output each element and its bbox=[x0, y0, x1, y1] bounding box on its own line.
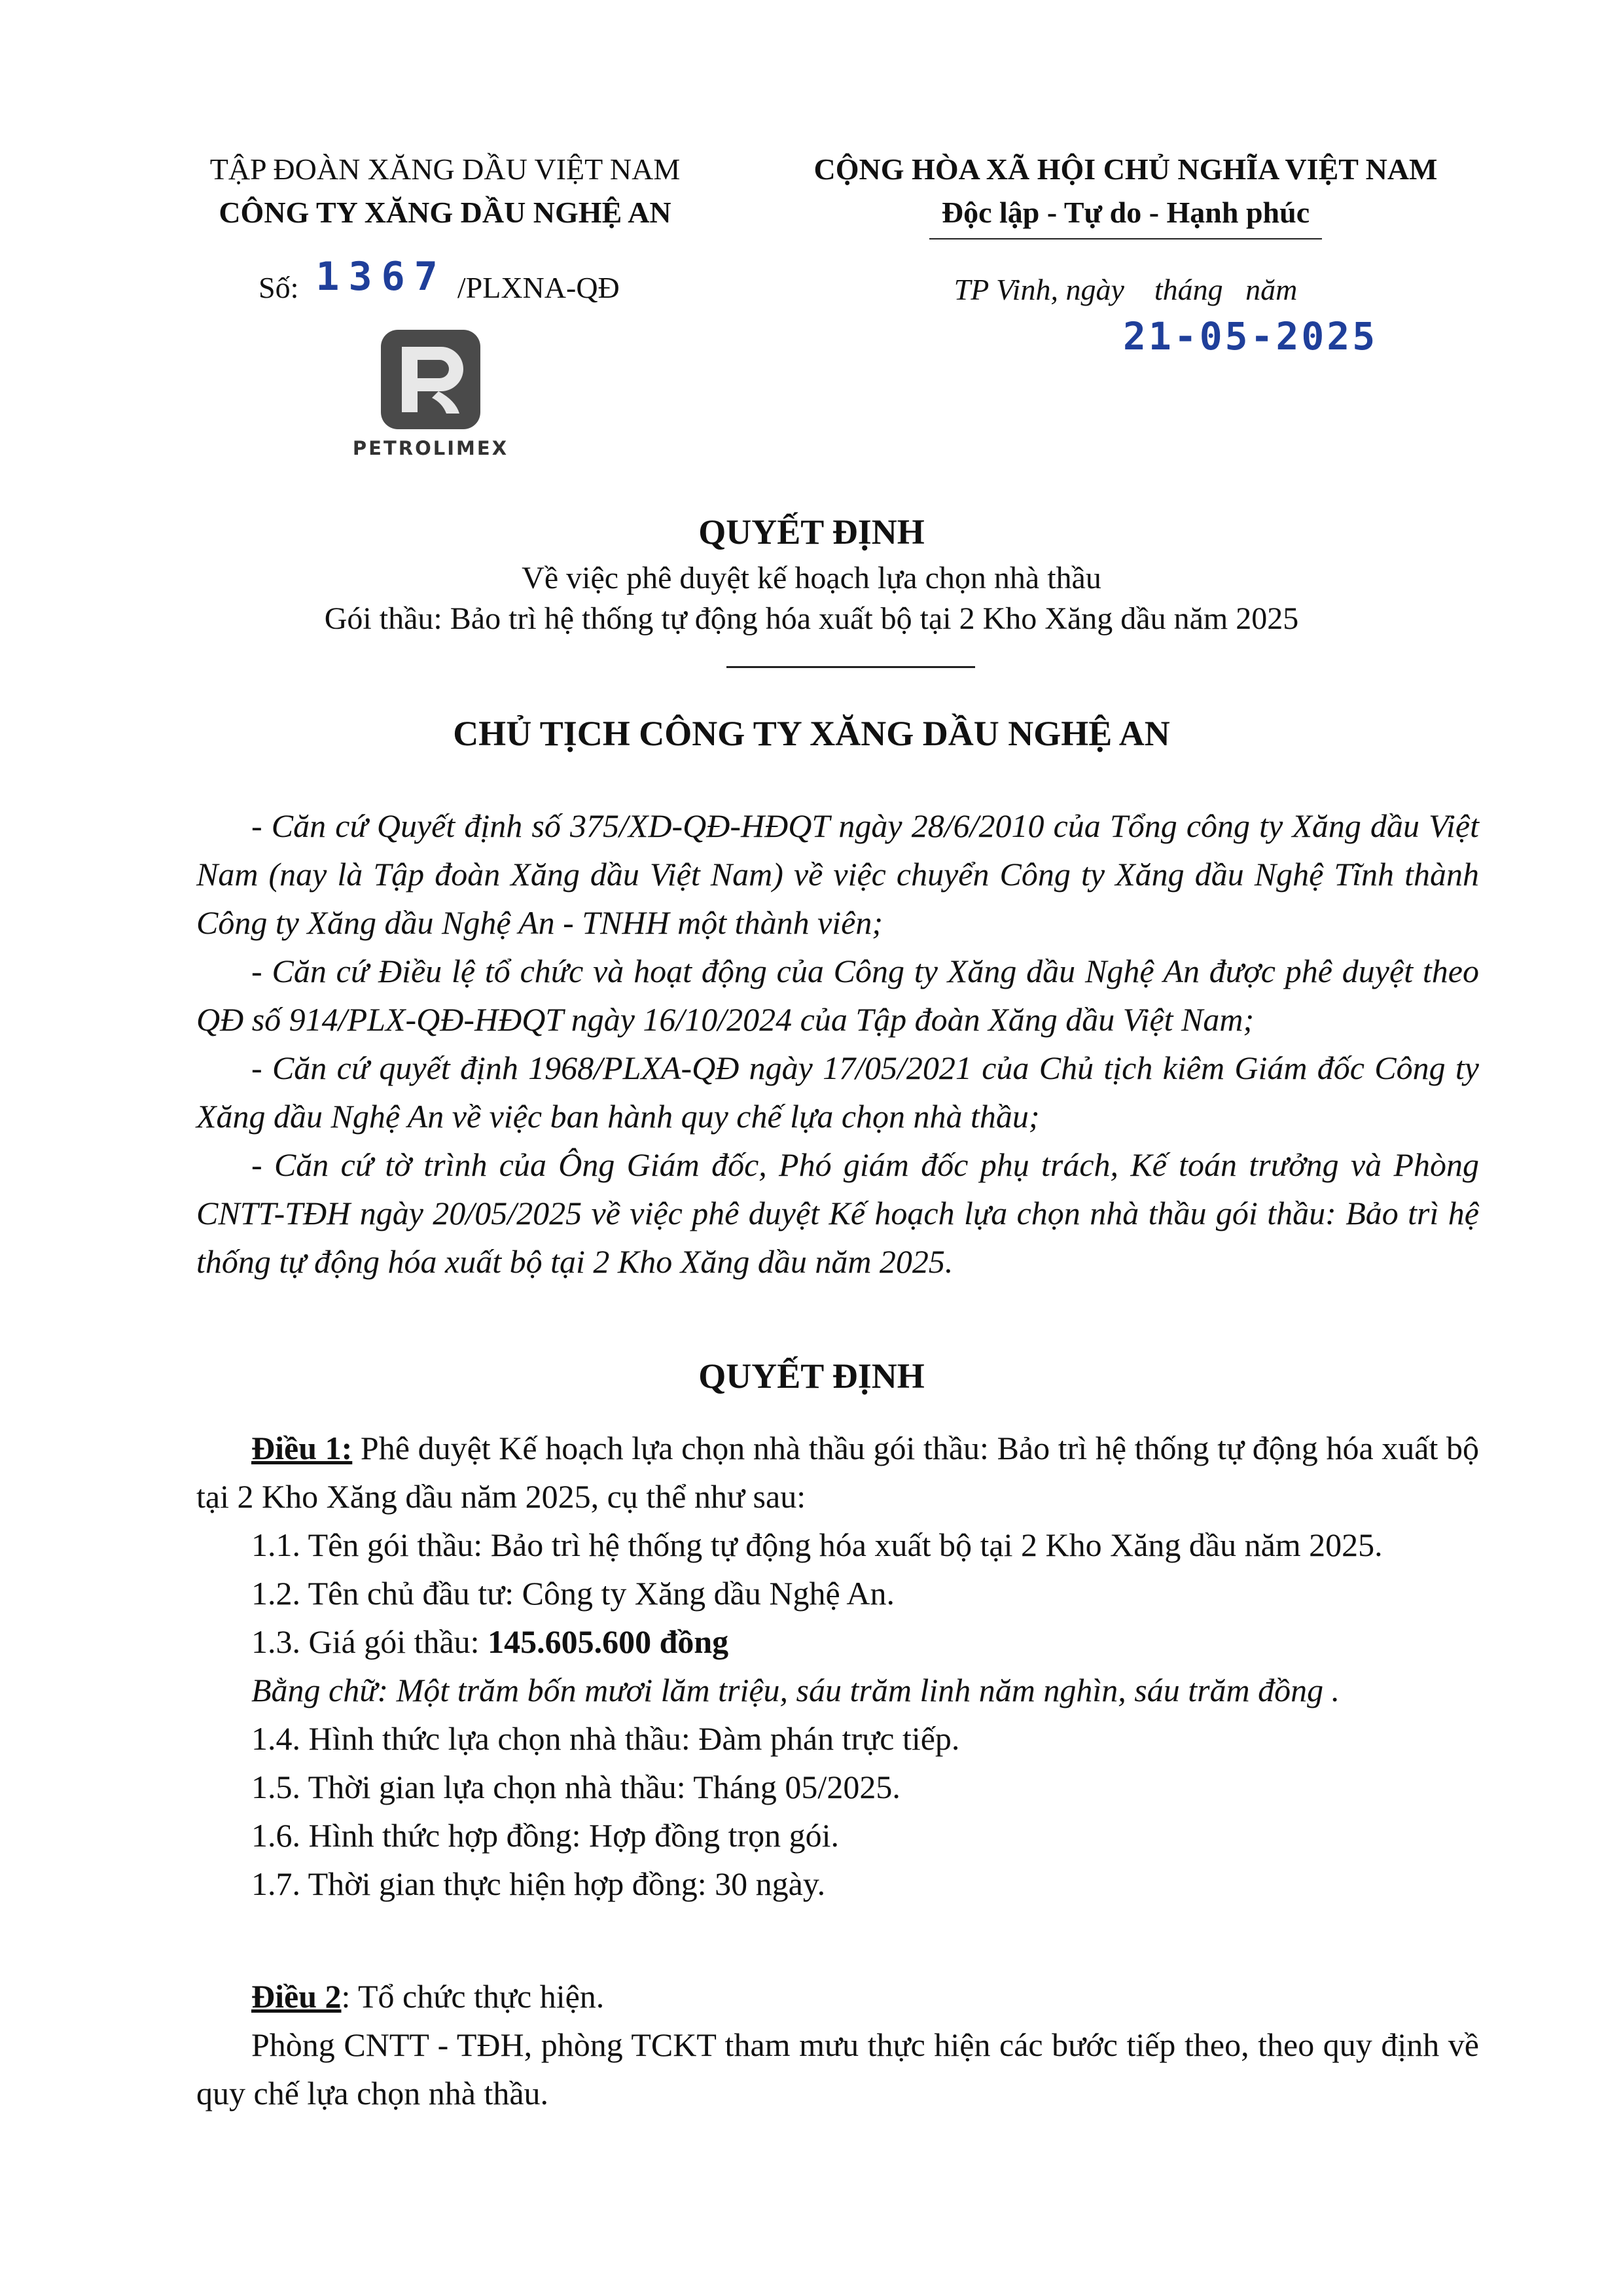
article-1-text: Phê duyệt Kế hoạch lựa chọn nhà thầu gói thầu: Bảo trì hệ thống tự động hóa xuất bộ tại 2 Kho Xăng dầu năm 2025, cụ thể như sau: bbox=[196, 1430, 1479, 1515]
date-stamp: 21-05-2025 bbox=[1123, 314, 1378, 359]
org-parent: TẬP ĐOÀN XĂNG DẦU VIỆT NAM bbox=[209, 152, 681, 186]
title-separator bbox=[726, 666, 975, 668]
article-1-item-5: 1.5. Thời gian lựa chọn nhà thầu: Tháng 05/2025. bbox=[251, 1769, 901, 1805]
subject-line-1: Về việc phê duyệt kế hoạch lựa chọn nhà thầu bbox=[522, 561, 1101, 595]
bid-price-in-words: Bằng chữ: Một trăm bốn mươi lăm triệu, sáu trăm linh năm nghìn, sáu trăm đồng . bbox=[251, 1672, 1340, 1708]
decision-title: QUYẾT ĐỊNH bbox=[698, 512, 925, 552]
article-1-item-6: 1.6. Hình thức hợp đồng: Hợp đồng trọn gói. bbox=[251, 1817, 839, 1854]
petrolimex-logo bbox=[378, 327, 483, 432]
number-stamp: 1367 bbox=[315, 254, 447, 300]
basis-1: - Căn cứ Quyết định số 375/XD-QĐ-HĐQT ngày 28/6/2010 của Tổng công ty Xăng dầu Việt Nam (nay là Tập đoàn Xăng dầu Việt Nam) về việc chuyển Công ty Xăng dầu Nghệ Tĩnh thành Công ty Xăng dầu Nghệ An - TNHH một thành viên; bbox=[196, 807, 1479, 941]
basis-4: - Căn cứ tờ trình của Ông Giám đốc, Phó giám đốc phụ trách, Kế toán trưởng và Phòng CNTT-TĐH ngày 20/05/2025 về việc phê duyệt Kế hoạch lựa chọn nhà thầu gói thầu: Bảo trì hệ thống tự động hóa xuất bộ tại 2 Kho Xăng dầu năm 2025. bbox=[196, 1146, 1479, 1280]
article-2 bbox=[196, 1972, 1479, 2117]
article-1-item-2: 1.2. Tên chủ đầu tư: Công ty Xăng dầu Nghệ An. bbox=[251, 1575, 895, 1612]
logo-text: PETROLIMEX bbox=[352, 437, 509, 459]
petrolimex-logo-icon bbox=[378, 327, 483, 432]
article-2-paragraph: Phòng CNTT - TĐH, phòng TCKT tham mưu thực hiện các bước tiếp theo, theo quy định về quy chế lựa chọn nhà thầu. bbox=[196, 2026, 1479, 2111]
authority-title: CHỦ TỊCH CÔNG TY XĂNG DẦU NGHỆ AN bbox=[453, 714, 1170, 753]
document-number bbox=[259, 254, 620, 314]
subject-line-2: Gói thầu: Bảo trì hệ thống tự động hóa xuất bộ tại 2 Kho Xăng dầu năm 2025 bbox=[324, 601, 1299, 636]
nation-title: CỘNG HÒA XÃ HỘI CHỦ NGHĨA VIỆT NAM bbox=[813, 152, 1438, 186]
article-1-item-7: 1.7. Thời gian thực hiện hợp đồng: 30 ngày. bbox=[251, 1865, 826, 1902]
decision-heading: QUYẾT ĐỊNH bbox=[698, 1356, 925, 1396]
article-1-item-1: 1.1. Tên gói thầu: Bảo trì hệ thống tự động hóa xuất bộ tại 2 Kho Xăng dầu năm 2025. bbox=[251, 1527, 1383, 1563]
basis-2: - Căn cứ Điều lệ tổ chức và hoạt động của Công ty Xăng dầu Nghệ An được phê duyệt theo QĐ số 914/PLX-QĐ-HĐQT ngày 16/10/2024 của Tập đoàn Xăng dầu Việt Nam; bbox=[196, 953, 1479, 1038]
motto: Độc lập - Tự do - Hạnh phúc bbox=[941, 196, 1310, 229]
bid-price-label: 1.3. Giá gói thầu: bbox=[251, 1623, 488, 1660]
article-2-label: Điều 2 bbox=[251, 1978, 342, 2015]
article-1 bbox=[196, 1424, 1479, 1908]
article-1-label: Điều 1: bbox=[251, 1430, 353, 1466]
place-date: TP Vinh, ngày tháng năm bbox=[954, 273, 1298, 306]
article-2-heading bbox=[196, 1972, 1479, 2021]
article-1-item-3 bbox=[196, 1617, 1479, 1666]
bid-price-value: 145.605.600 đồng bbox=[488, 1623, 729, 1660]
legal-bases bbox=[196, 802, 1479, 1286]
article-1-item-4: 1.4. Hình thức lựa chọn nhà thầu: Đàm phán trực tiếp. bbox=[251, 1720, 960, 1757]
number-suffix: /PLXNA-QĐ bbox=[457, 271, 620, 304]
number-prefix: Số: bbox=[259, 271, 299, 304]
article-1-intro bbox=[196, 1424, 1479, 1521]
basis-3: - Căn cứ quyết định 1968/PLXA-QĐ ngày 17/05/2021 của Chủ tịch kiêm Giám đốc Công ty Xăng dầu Nghệ An về việc ban hành quy chế lựa chọn nhà thầu; bbox=[196, 1050, 1479, 1135]
article-2-text: : Tổ chức thực hiện. bbox=[341, 1978, 605, 2015]
motto-underline bbox=[929, 238, 1322, 239]
org-company: CÔNG TY XĂNG DẦU NGHỆ AN bbox=[219, 196, 671, 229]
